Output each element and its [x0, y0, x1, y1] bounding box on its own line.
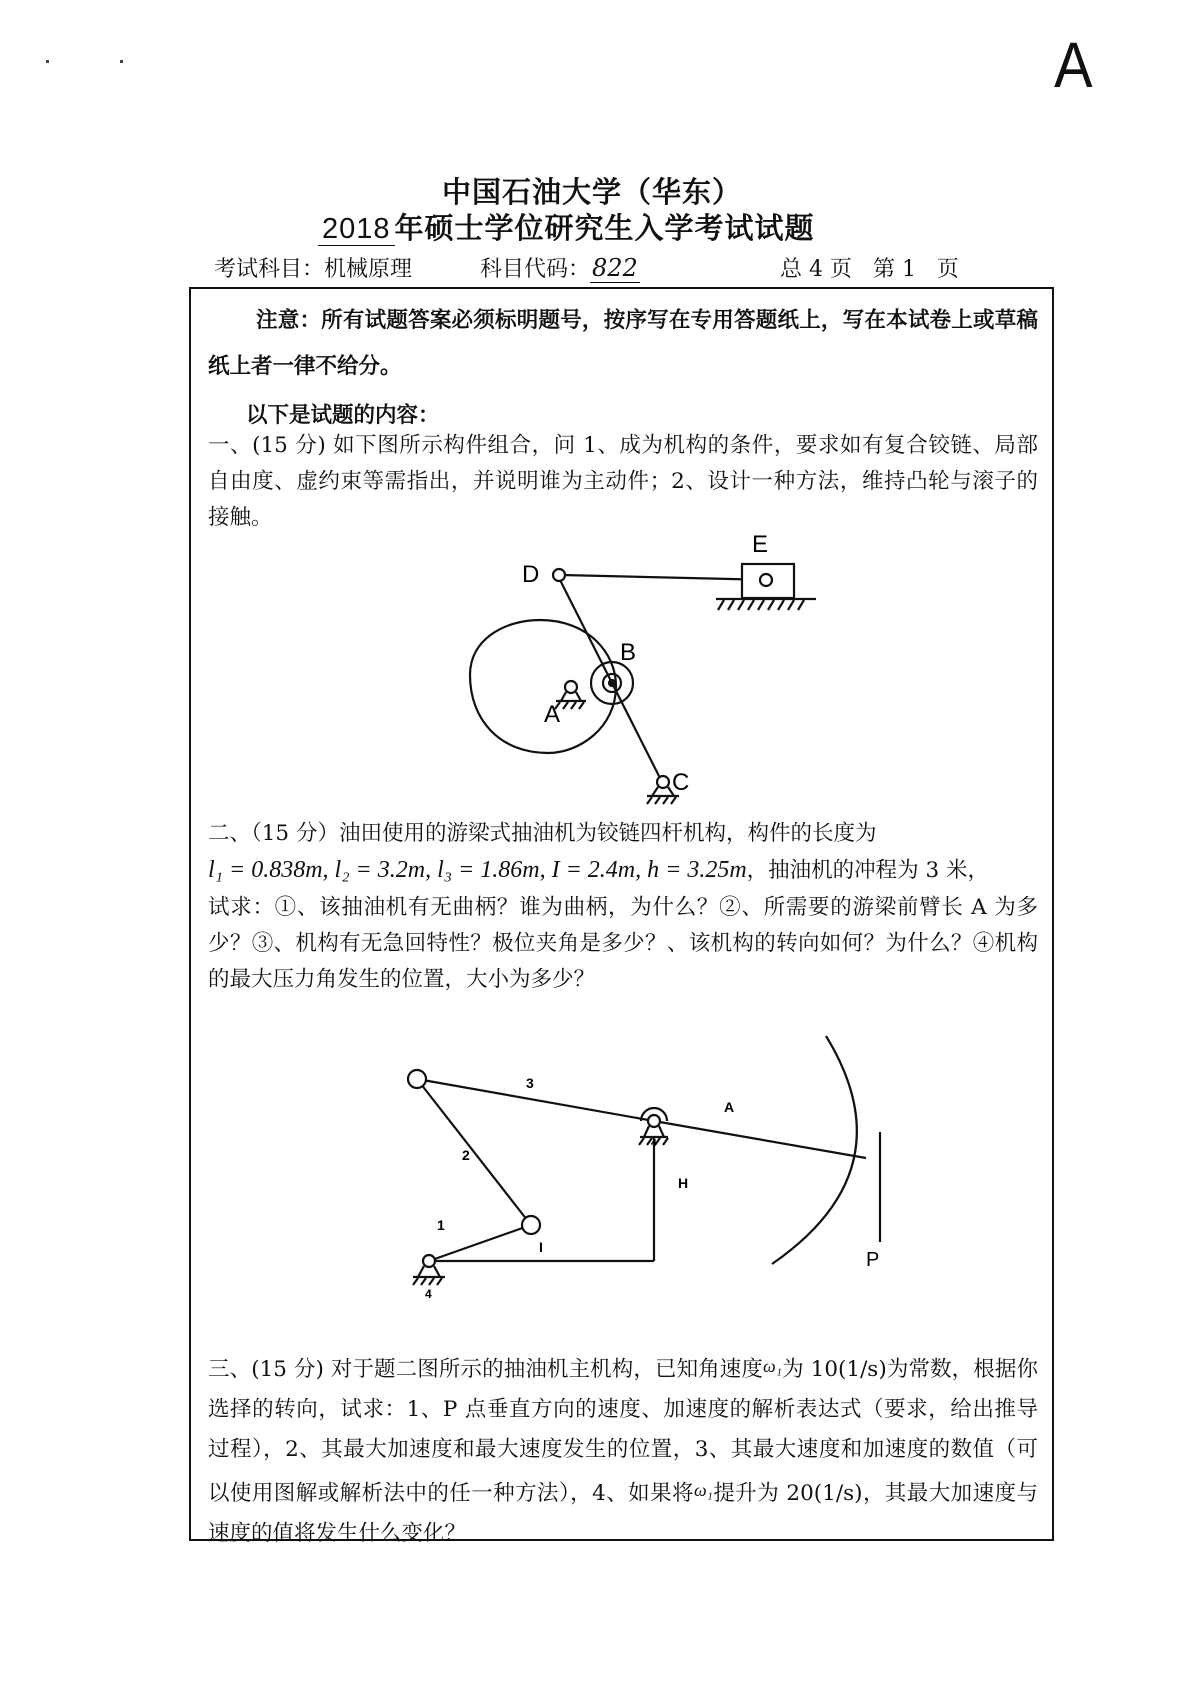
question-2-figure	[400, 1030, 920, 1310]
question-2-line-1: 二、（15 分）油田使用的游梁式抽油机为铰链四杆机构，构件的长度为	[208, 821, 877, 846]
exam-title-text: 年硕士学位研究生入学考试试题	[394, 211, 815, 245]
label-c: C	[672, 769, 690, 796]
link-dc	[558, 576, 662, 782]
paper-version-stamp: A	[1054, 29, 1093, 101]
label-a: A	[544, 701, 561, 728]
joint-beam-rear	[408, 1070, 426, 1088]
label-point-p: P	[866, 1249, 880, 1271]
slider-pin	[760, 574, 772, 586]
notice-line-2: 上或草稿纸上者一律不给分。	[208, 308, 1038, 379]
question-2-text: 试求：①、该抽油机有无曲柄？谁为曲柄，为什么？②、所需要的游梁前臂长 A 为多少？③、机构有无急回特性？极位夹角是多少？、该机构的转向如何？为什么？④机构的最大压力角发生的位置，大小为多少？	[208, 895, 1038, 992]
label-ground-beam: 4	[651, 1138, 657, 1149]
label-link-3: 3	[526, 1075, 534, 1091]
question-2-formula-line	[208, 852, 1038, 889]
question-1-figure	[440, 520, 840, 810]
label-b: B	[620, 639, 637, 666]
scan-speck	[46, 60, 49, 63]
scan-speck	[120, 60, 123, 63]
joint-d	[553, 569, 565, 581]
exam-title	[318, 206, 815, 247]
subject-code-label: 科目代码：	[480, 257, 591, 282]
subject-code-value: 822	[592, 254, 638, 282]
subject-code	[480, 252, 640, 283]
label-height-h: H	[678, 1175, 689, 1191]
crank-pivot	[423, 1255, 435, 1267]
label-length-i: I	[539, 1239, 543, 1255]
link-2	[417, 1079, 531, 1225]
roller-center	[609, 680, 615, 686]
guide-hatching	[718, 600, 804, 610]
label-d: D	[522, 561, 540, 588]
intro-line: 以下是试题的内容：	[246, 403, 440, 428]
question-3-text	[208, 1346, 1038, 1554]
subject-label: 考试科目：机械原理	[214, 257, 413, 282]
omega-symbol: ω₁	[693, 1480, 713, 1500]
beam-rear	[417, 1079, 654, 1121]
label-ground-crank: 4	[425, 1287, 432, 1301]
label-link-2: 2	[462, 1147, 470, 1163]
beam-pivot	[648, 1115, 660, 1127]
notice-text	[208, 298, 1038, 390]
page-info: 总 4 页 第 1 页	[780, 257, 959, 282]
notice-line-1: 注意：所有试题答案必须标明题号，按序写在专用答题纸上，写在本试卷	[256, 308, 952, 333]
label-e: E	[752, 531, 769, 558]
beam-front	[654, 1121, 866, 1158]
question-3-part-1: 三、(15 分) 对于题二图所示的抽油机主机构，已知角速度	[208, 1357, 764, 1382]
question-2-formula: l₁ = 0.838m, l₂ = 3.2m, l₃ = 1.86m, I = 2.4m, h = 3.25m	[208, 857, 747, 883]
label-link-1: 1	[437, 1217, 445, 1233]
cam-profile	[470, 620, 616, 753]
crank-pivot-hatching	[413, 1278, 442, 1285]
question-3-part-3: 提升为 20(1/s)，其最大加速度与速度的值将发生什么变化？	[208, 1481, 1038, 1546]
joint-crank-pin	[522, 1216, 540, 1234]
pivot-c-hatching	[647, 797, 676, 804]
question-3-part-2: 为 10(1/s)为常数，根据你选择的转向，试求：1、P 点垂直方向的速度、加速度的解析表达式（要求，给出推导过程），2、其最大加速度和最大速度发生的位置，3、其最大速度和加速度的数值（可以使用图解或解析法中的任一种方法），4、如果将	[208, 1357, 1038, 1506]
question-1-text: 一、(15 分) 如下图所示构件组合，问 1、成为机构的条件，要求如有复合铰链、局部自由度、虚约束等需指出，并说明谁为主动件；2、设计一种方法，维持凸轮与滚子的接触。	[208, 433, 1038, 530]
school-name: 中国石油大学（华东）	[441, 175, 742, 209]
omega-symbol: ω₁	[763, 1356, 782, 1376]
label-arm-a: A	[724, 1099, 735, 1115]
pivot-a	[565, 681, 577, 693]
exam-year: 2018	[318, 213, 395, 246]
pivot-c	[657, 776, 669, 788]
question-2-formula-tail: ，抽油机的冲程为 3 米，	[746, 858, 990, 883]
